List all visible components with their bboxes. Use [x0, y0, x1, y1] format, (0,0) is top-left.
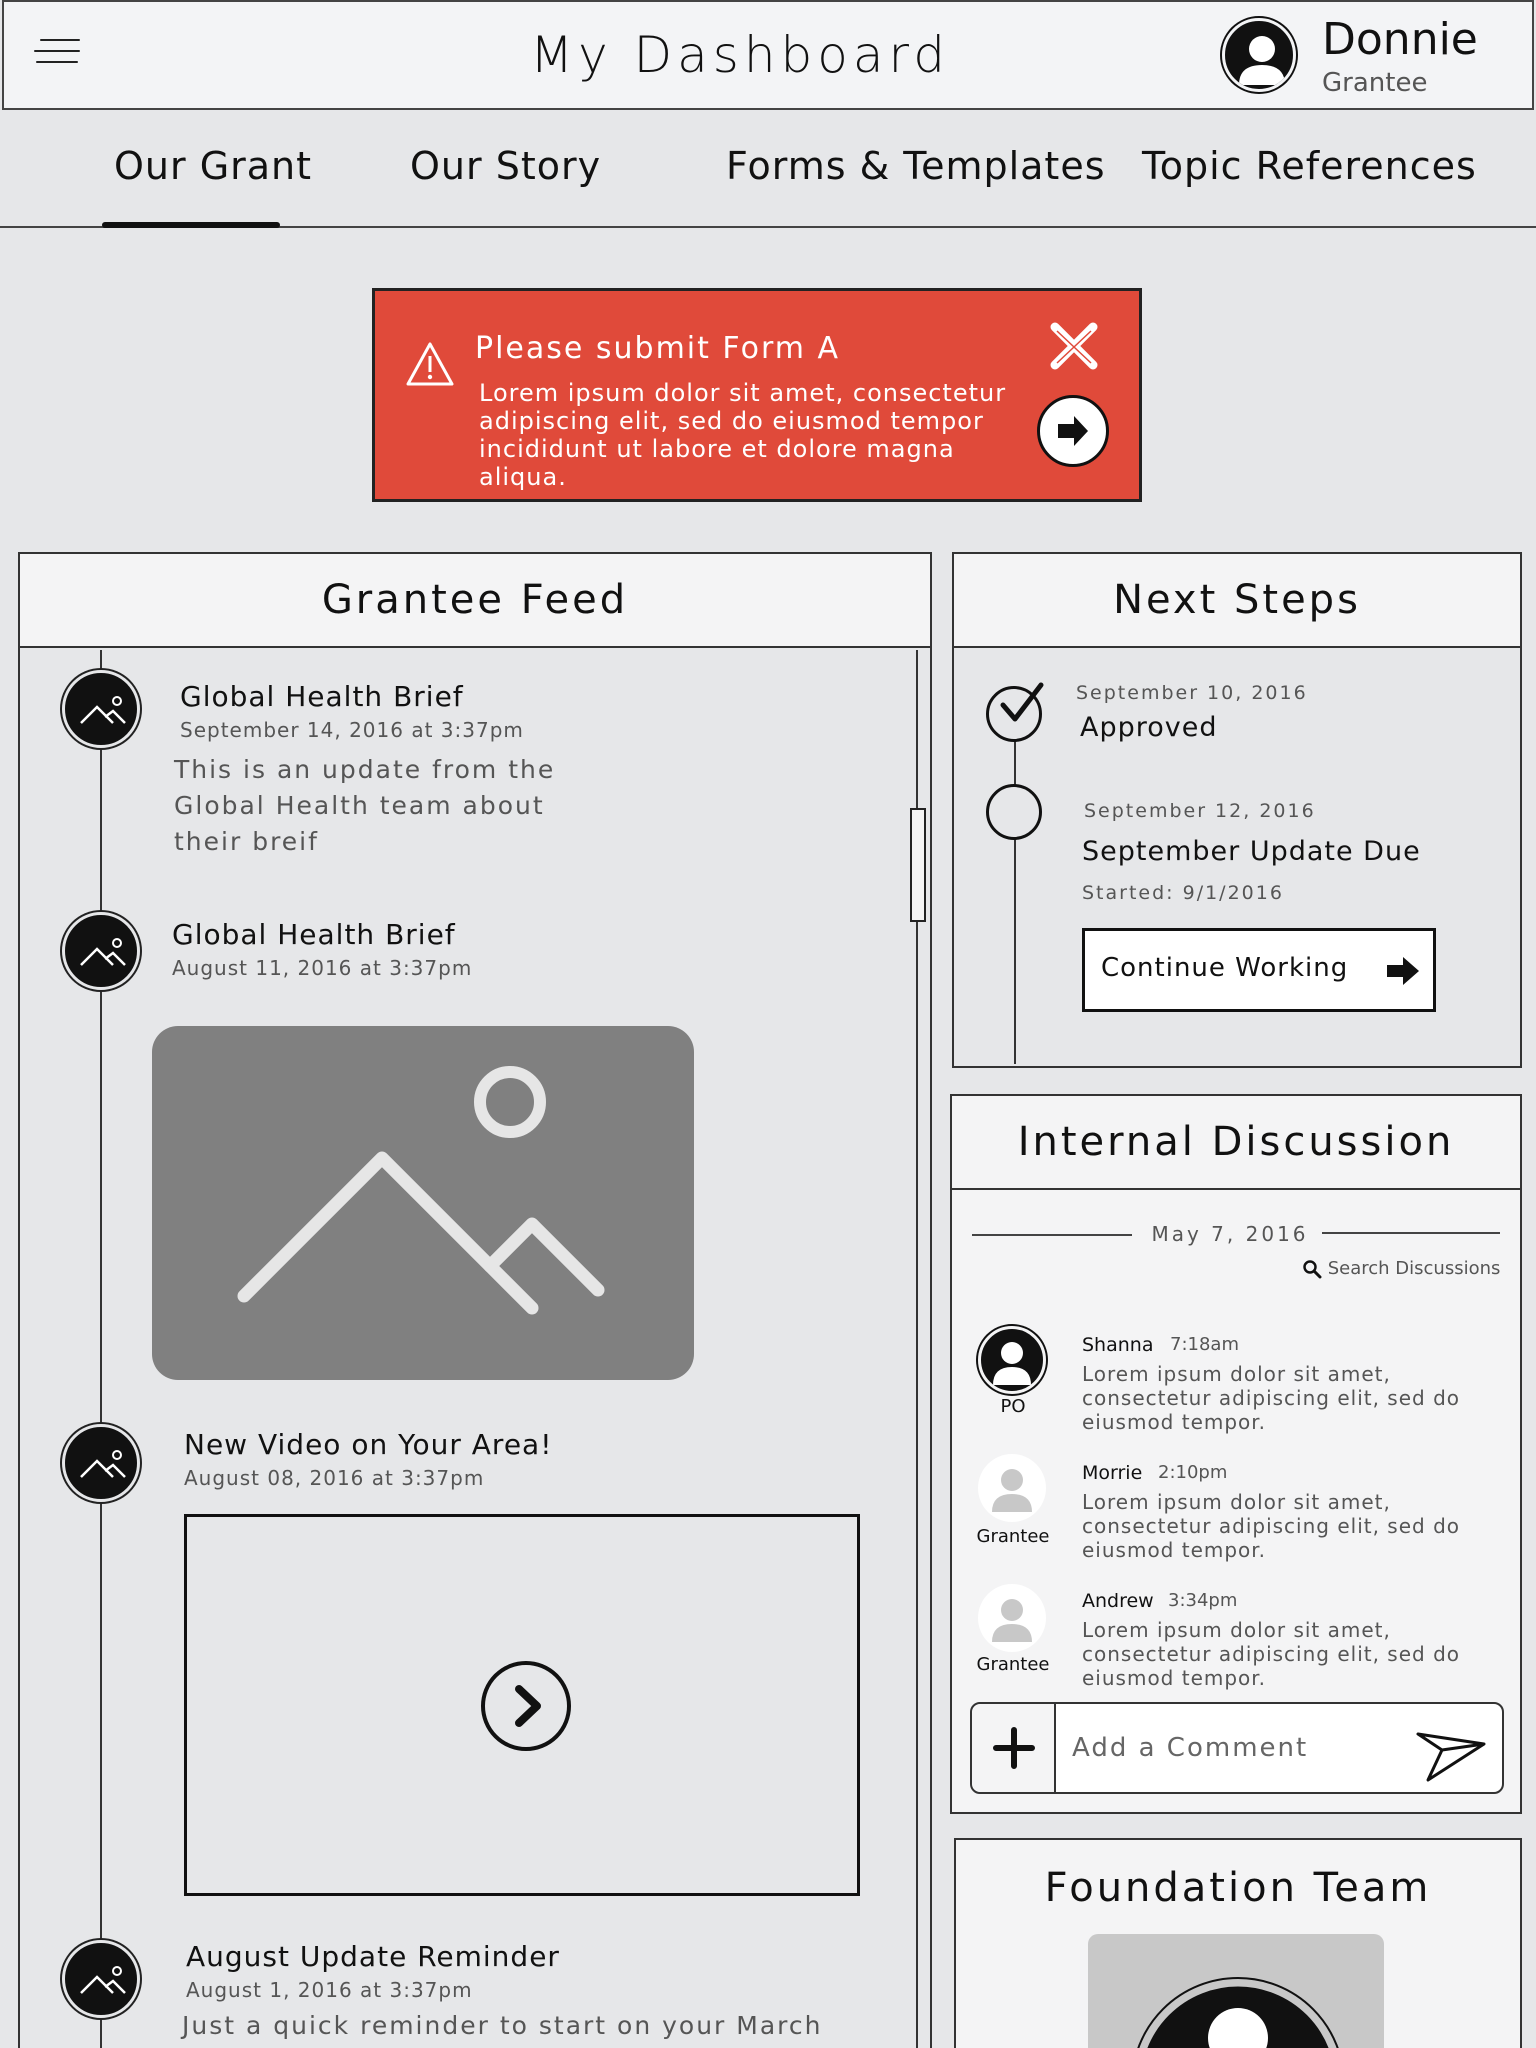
alert-go-button[interactable] [1037, 395, 1109, 467]
post-date: August 1, 2016 at 3:37pm [186, 1978, 473, 2002]
post-video[interactable] [184, 1514, 860, 1896]
alert-title: Please submit Form A [475, 331, 841, 366]
feed-scrollbar[interactable] [910, 808, 926, 922]
message-time: 3:34pm [1168, 1590, 1238, 1611]
message-avatar [978, 1584, 1046, 1652]
user-name: Donnie [1322, 14, 1478, 65]
search-discussions-label: Search Discussions [1327, 1258, 1501, 1279]
search-icon [1302, 1259, 1322, 1279]
image-placeholder-icon [152, 1026, 694, 1380]
arrow-right-icon [1040, 398, 1106, 464]
post-date: August 08, 2016 at 3:37pm [184, 1466, 485, 1490]
user-role: Grantee [1322, 68, 1428, 98]
post-body: Just a quick reminder to start on your March [182, 2011, 823, 2040]
steps-timeline [1014, 720, 1016, 1064]
user-icon [978, 1454, 1046, 1522]
message-text: Lorem ipsum dolor sit amet, consectetur adipiscing elit, sed do eiusmod tempor. [1082, 1490, 1461, 1562]
message-role: Grantee [976, 1654, 1050, 1675]
post-date: August 11, 2016 at 3:37pm [172, 956, 473, 980]
team-member-photo[interactable] [1088, 1934, 1384, 2048]
add-attachment-button[interactable] [972, 1704, 1056, 1792]
tab-forms-templates[interactable]: Forms & Templates [726, 144, 1106, 188]
post-title[interactable]: August Update Reminder [186, 1940, 560, 1973]
step-title: Approved [1080, 712, 1218, 743]
warning-icon [405, 341, 455, 387]
date-divider [972, 1234, 1132, 1236]
user-avatar[interactable] [1222, 18, 1296, 92]
post-body: This is an update from the Global Health team about their breif [174, 755, 556, 856]
continue-working-label: Continue Working [1101, 953, 1349, 983]
post-title[interactable]: Global Health Brief [180, 680, 464, 713]
user-icon [981, 1329, 1043, 1391]
post-avatar [62, 1940, 140, 2018]
post-avatar [62, 1424, 140, 1502]
post-title[interactable]: New Video on Your Area! [184, 1428, 553, 1461]
step-date: September 12, 2016 [1084, 800, 1316, 822]
step-title: September Update Due [1082, 836, 1421, 867]
post-date: September 14, 2016 at 3:37pm [180, 718, 524, 742]
feed-timeline [100, 650, 102, 2048]
tab-our-story[interactable]: Our Story [410, 144, 602, 188]
search-discussions-link[interactable] [1302, 1258, 1500, 1279]
page-title: My Dashboard [530, 26, 950, 84]
message-time: 2:10pm [1158, 1462, 1228, 1483]
message-text: Lorem ipsum dolor sit amet, consectetur adipiscing elit, sed do eiusmod tempor. [1082, 1618, 1461, 1690]
step-started: Started: 9/1/2016 [1082, 882, 1284, 904]
post-avatar [62, 912, 140, 990]
arrow-right-icon [1385, 953, 1421, 989]
plus-icon [972, 1704, 1056, 1792]
message-role: Grantee [976, 1526, 1050, 1547]
play-button[interactable] [481, 1661, 571, 1751]
message-text: Lorem ipsum dolor sit amet, consectetur adipiscing elit, sed do eiusmod tempor. [1082, 1362, 1461, 1434]
step-complete-circle [986, 686, 1042, 742]
message-role: PO [1000, 1396, 1026, 1417]
continue-working-button[interactable] [1082, 928, 1436, 1012]
internal-discussion-title: Internal Discussion [952, 1096, 1520, 1190]
message-avatar [978, 1454, 1046, 1522]
hamburger-icon[interactable] [34, 30, 88, 78]
date-divider [1322, 1232, 1500, 1234]
send-icon[interactable] [1412, 1714, 1490, 1784]
discussion-date: May 7, 2016 [1151, 1222, 1309, 1246]
close-icon[interactable] [1047, 319, 1101, 373]
post-title[interactable]: Global Health Brief [172, 918, 456, 951]
alert-banner [372, 288, 1142, 502]
message-avatar [978, 1326, 1046, 1394]
play-icon [485, 1665, 567, 1747]
step-pending-circle [986, 784, 1042, 840]
comment-input[interactable] [1072, 1726, 1402, 1770]
comment-composer [970, 1702, 1504, 1794]
message-author: Shanna [1082, 1334, 1154, 1356]
step-date: September 10, 2016 [1076, 682, 1308, 704]
message-time: 7:18am [1170, 1334, 1239, 1355]
foundation-team-title: Foundation Team [956, 1840, 1520, 1936]
tab-our-grant[interactable]: Our Grant [114, 144, 313, 188]
alert-body: Lorem ipsum dolor sit amet, consectetur adipiscing elit, sed do eiusmod tempor incididunt ut labore et dolore magna aliqua. [479, 379, 1007, 491]
tab-topic-references[interactable]: Topic References [1142, 144, 1477, 188]
grantee-feed-title: Grantee Feed [20, 554, 930, 648]
next-steps-title: Next Steps [954, 554, 1520, 648]
post-image[interactable] [152, 1026, 694, 1380]
user-icon [978, 1584, 1046, 1652]
message-author: Andrew [1082, 1590, 1154, 1612]
user-icon [1088, 1934, 1384, 2048]
message-author: Morrie [1082, 1462, 1143, 1484]
checkmark-icon [991, 679, 1051, 735]
post-avatar [62, 670, 140, 748]
active-tab-indicator [102, 222, 280, 228]
